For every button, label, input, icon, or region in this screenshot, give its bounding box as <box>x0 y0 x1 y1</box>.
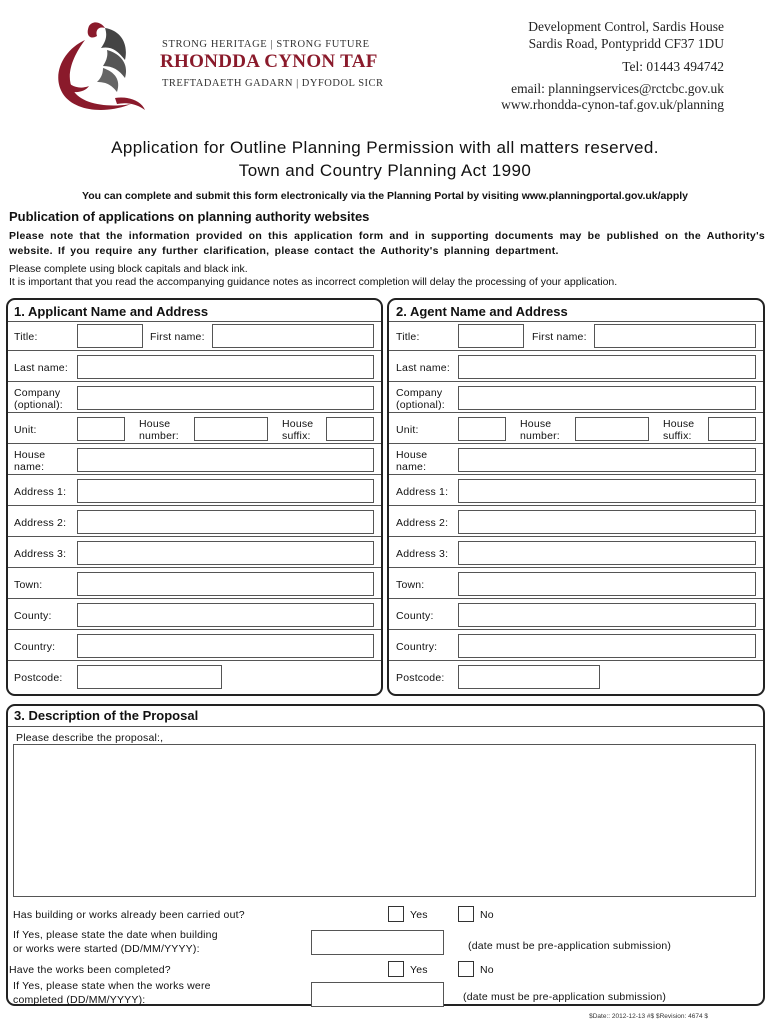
house-name-label: House <box>14 449 46 461</box>
house-suffix-label-2: suffix: <box>282 430 311 442</box>
company-label: Company <box>14 387 61 399</box>
works-started-question: Has building or works already been carried out? <box>13 909 245 921</box>
publication-heading: Publication of applications on planning authority websites <box>9 209 370 224</box>
title-label: Title: <box>396 331 420 343</box>
applicant-last-name-input[interactable] <box>77 355 374 379</box>
agent-company-input[interactable] <box>458 386 756 410</box>
completion-date-note: (date must be pre-application submission) <box>463 991 667 1003</box>
describe-proposal-label: Please describe the proposal:, <box>16 732 164 744</box>
applicant-address1-input[interactable] <box>77 479 374 503</box>
agent-country-input[interactable] <box>458 634 756 658</box>
start-date-question: If Yes, please state the date when building <box>13 929 218 941</box>
section-divider <box>8 321 381 322</box>
postcode-label: Postcode: <box>396 672 445 684</box>
row-divider <box>389 629 763 630</box>
row-divider <box>389 598 763 599</box>
agent-town-input[interactable] <box>458 572 756 596</box>
row-divider <box>389 412 763 413</box>
address2-label: Address 2: <box>14 517 67 529</box>
row-divider <box>389 505 763 506</box>
address3-label: Address 3: <box>14 548 67 560</box>
house-suffix-label: House <box>663 418 695 430</box>
works-started-no-checkbox[interactable] <box>458 906 474 922</box>
company-optional-label: (optional): <box>396 399 445 411</box>
works-started-yes-label: Yes <box>410 909 428 921</box>
agent-house-name-input[interactable] <box>458 448 756 472</box>
agent-county-input[interactable] <box>458 603 756 627</box>
row-divider <box>8 629 381 630</box>
house-number-label-2: number: <box>520 430 560 442</box>
council-logo-icon <box>45 20 157 116</box>
applicant-first-name-input[interactable] <box>212 324 374 348</box>
row-divider <box>8 381 381 382</box>
house-name-label-2: name: <box>14 461 45 473</box>
applicant-town-input[interactable] <box>77 572 374 596</box>
first-name-label: First name: <box>532 331 587 343</box>
row-divider <box>8 443 381 444</box>
house-name-label-2: name: <box>396 461 427 473</box>
agent-address1-input[interactable] <box>458 479 756 503</box>
company-label: Company <box>396 387 443 399</box>
revision-footer: $Date:: 2012-12-13 #$ $Revision: 4674 $ <box>589 1013 708 1020</box>
applicant-title-input[interactable] <box>77 324 143 348</box>
postcode-label: Postcode: <box>14 672 63 684</box>
applicant-address2-input[interactable] <box>77 510 374 534</box>
row-divider <box>8 598 381 599</box>
proposal-description-textarea[interactable] <box>13 744 756 897</box>
works-completed-question: Have the works been completed? <box>9 964 171 976</box>
address-line-2: Sardis Road, Pontypridd CF37 1DU <box>528 36 724 51</box>
county-label: County: <box>14 610 52 622</box>
house-number-label-2: number: <box>139 430 179 442</box>
house-suffix-label: House <box>282 418 314 430</box>
country-label: Country: <box>396 641 438 653</box>
works-started-no-label: No <box>480 909 494 921</box>
applicant-unit-input[interactable] <box>77 417 125 441</box>
completion-date-question-2: completed (DD/MM/YYYY): <box>13 994 146 1006</box>
start-date-question-2: or works were started (DD/MM/YYYY): <box>13 943 200 955</box>
applicant-section-heading: 1. Applicant Name and Address <box>14 304 209 319</box>
row-divider <box>389 536 763 537</box>
row-divider <box>389 474 763 475</box>
publication-note: Please note that the information provided on this application form and in supporting documents may be published on the Authority's website. If you require any further clarification, please contact the Authority's planning department. <box>9 230 765 257</box>
form-title-line-2: Town and Country Planning Act 1990 <box>238 161 532 180</box>
applicant-house-suffix-input[interactable] <box>326 417 374 441</box>
agent-house-suffix-input[interactable] <box>708 417 756 441</box>
agent-house-number-input[interactable] <box>575 417 649 441</box>
works-completed-no-label: No <box>480 964 494 976</box>
works-completed-no-checkbox[interactable] <box>458 961 474 977</box>
unit-label: Unit: <box>396 424 419 436</box>
telephone: Tel: 01443 494742 <box>622 59 724 74</box>
address-line-1: Development Control, Sardis House <box>528 19 724 34</box>
instructions-line-1: Please complete using block capitals and black ink. <box>9 263 248 275</box>
row-divider <box>8 474 381 475</box>
works-started-yes-checkbox[interactable] <box>388 906 404 922</box>
house-suffix-label-2: suffix: <box>663 430 692 442</box>
house-number-label: House <box>520 418 552 430</box>
completion-date-input[interactable] <box>311 982 444 1007</box>
applicant-county-input[interactable] <box>77 603 374 627</box>
row-divider <box>389 381 763 382</box>
applicant-company-input[interactable] <box>77 386 374 410</box>
address1-label: Address 1: <box>396 486 449 498</box>
row-divider <box>8 567 381 568</box>
planning-portal-note: You can complete and submit this form electronically via the Planning Portal by visiting www.planningportal.gov.uk/apply <box>82 190 688 202</box>
completion-date-question: If Yes, please state when the works were <box>13 980 211 992</box>
row-divider <box>8 412 381 413</box>
row-divider <box>8 350 381 351</box>
start-date-input[interactable] <box>311 930 444 955</box>
county-label: County: <box>396 610 434 622</box>
welsh-tagline: TREFTADAETH GADARN | DYFODOL SICR <box>162 78 384 89</box>
applicant-house-name-input[interactable] <box>77 448 374 472</box>
title-label: Title: <box>14 331 38 343</box>
agent-last-name-input[interactable] <box>458 355 756 379</box>
address3-label: Address 3: <box>396 548 449 560</box>
agent-address2-input[interactable] <box>458 510 756 534</box>
proposal-section-heading: 3. Description of the Proposal <box>14 708 199 723</box>
brand-tagline: STRONG HERITAGE | STRONG FUTURE <box>162 39 370 50</box>
row-divider <box>389 350 763 351</box>
applicant-address3-input[interactable] <box>77 541 374 565</box>
row-divider <box>389 443 763 444</box>
agent-title-input[interactable] <box>458 324 524 348</box>
address2-label: Address 2: <box>396 517 449 529</box>
start-date-note: (date must be pre-application submission) <box>468 940 672 952</box>
council-name: RHONDDA CYNON TAF <box>160 51 378 72</box>
row-divider <box>389 660 763 661</box>
applicant-house-number-input[interactable] <box>194 417 268 441</box>
row-divider <box>389 567 763 568</box>
agent-unit-input[interactable] <box>458 417 506 441</box>
last-name-label: Last name: <box>396 362 450 374</box>
section-divider <box>389 321 763 322</box>
email-link[interactable]: email: planningservices@rctcbc.gov.uk <box>511 81 724 96</box>
section-divider <box>8 726 763 727</box>
agent-section-heading: 2. Agent Name and Address <box>396 304 568 319</box>
row-divider <box>8 660 381 661</box>
country-label: Country: <box>14 641 56 653</box>
town-label: Town: <box>396 579 425 591</box>
town-label: Town: <box>14 579 43 591</box>
company-optional-label: (optional): <box>14 399 63 411</box>
address1-label: Address 1: <box>14 486 67 498</box>
house-name-label: House <box>396 449 428 461</box>
instructions-line-2: It is important that you read the accompanying guidance notes as incorrect completion will delay the processing of your application. <box>9 276 618 288</box>
agent-address3-input[interactable] <box>458 541 756 565</box>
row-divider <box>8 505 381 506</box>
applicant-country-input[interactable] <box>77 634 374 658</box>
first-name-label: First name: <box>150 331 205 343</box>
row-divider <box>8 536 381 537</box>
agent-first-name-input[interactable] <box>594 324 756 348</box>
house-number-label: House <box>139 418 171 430</box>
unit-label: Unit: <box>14 424 37 436</box>
works-completed-yes-checkbox[interactable] <box>388 961 404 977</box>
last-name-label: Last name: <box>14 362 68 374</box>
website-link[interactable]: www.rhondda-cynon-taf.gov.uk/planning <box>501 97 724 112</box>
form-title-line-1: Application for Outline Planning Permission with all matters reserved. <box>111 138 659 157</box>
agent-postcode-input[interactable] <box>458 665 600 689</box>
applicant-postcode-input[interactable] <box>77 665 222 689</box>
works-completed-yes-label: Yes <box>410 964 428 976</box>
